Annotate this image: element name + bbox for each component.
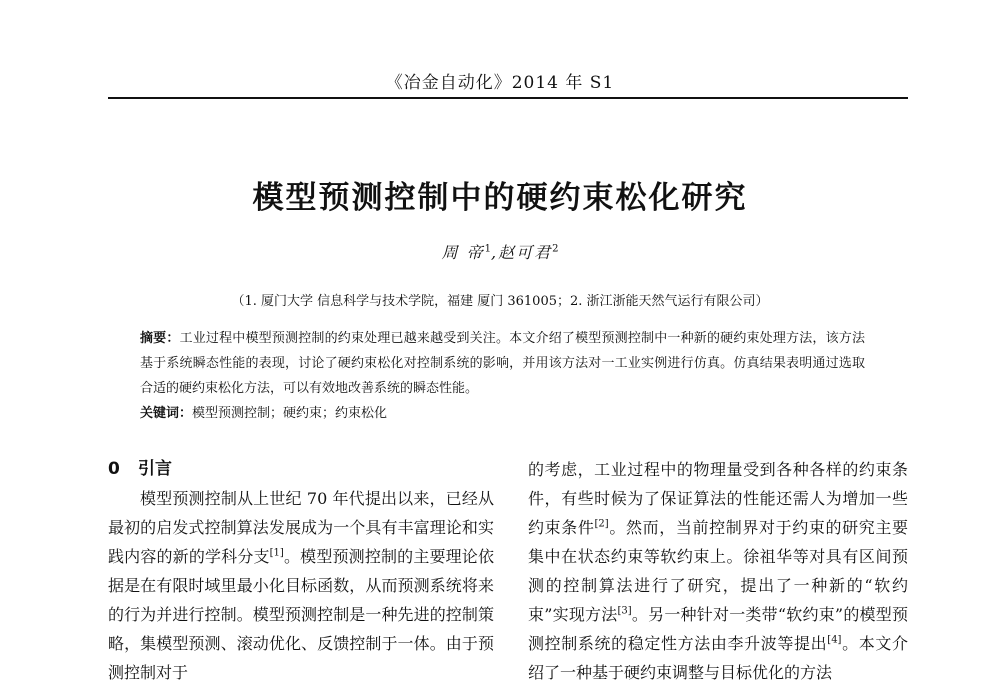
- author-separator: ,: [490, 243, 499, 262]
- body-text: 的考虑，工业过程中的物理量受到各种各样的约束条件，有些时候为了保证算法的性能还需人为增加一些约束条件: [528, 460, 908, 537]
- section-title: 引言: [138, 459, 172, 479]
- abstract-text: 工业过程中模型预测控制的约束处理已越来越受到关注。本文介绍了模型预测控制中一种新的硬约束处理方法，该方法基于系统瞬态性能的表现，讨论了硬约束松化对控制系统的影响，并用该方法对一工业实例进行仿真。仿真结果表明通过选取合适的硬约束松化方法，可以有效地改善系统的瞬态性能。: [140, 331, 865, 396]
- abstract: [140, 326, 865, 401]
- header-rule: [108, 97, 908, 99]
- keywords: [140, 401, 865, 426]
- section-number: 0: [108, 459, 120, 479]
- body-text: 模型预测控制从上世纪 70 年代提出以来，已经从最初的启发式控制算法发展成为一个具有丰富理论和实践内容的新的学科分支: [108, 489, 494, 566]
- body-text: 。模型预测控制的主要理论依据是在有限时域里最小化目标函数，从而预测系统将来的行为并进行控制。模型预测控制是一种先进的控制策略，集模型预测、滚动优化、反馈控制于一体。由于预测控制对于: [108, 547, 494, 682]
- body-text: 。然而，当前控制界对于约束的研究主要集中在状态约束等软约束上。徐祖华等对具有区间预测的控制算法进行了研究，提出了一种新的“软约束”实现方法: [528, 518, 908, 624]
- author-name: 周 帝: [441, 243, 485, 262]
- body-text: 。本文介绍了一种基于硬约束调整与目标优化的方法: [528, 634, 908, 682]
- citation: [3]: [617, 605, 632, 617]
- abstract-label: 摘要：: [140, 331, 180, 346]
- author-superscript: 2: [552, 243, 559, 255]
- paper-title: 模型预测控制中的硬约束松化研究: [252, 180, 748, 216]
- keywords-text: 模型预测控制；硬约束；约束松化: [192, 406, 388, 421]
- section-heading: [108, 455, 494, 484]
- author-line: [0, 240, 1000, 263]
- body-column-left: [108, 455, 494, 687]
- journal-header: 《冶金自动化》2014 年 S1: [385, 73, 615, 93]
- body-column-right: [528, 455, 908, 687]
- body-paragraph: [108, 484, 494, 687]
- author-name: 赵可君: [498, 243, 553, 262]
- author-superscript: 1: [484, 243, 491, 255]
- affiliation: （1. 厦门大学 信息科学与技术学院，福建 厦门 361005；2. 浙江浙能天然气运行有限公司）: [231, 294, 769, 309]
- citation: [1]: [269, 547, 284, 559]
- body-text: 。另一种针对一类带“软约束”的模型预测控制系统的稳定性方法由李升波等提出: [528, 605, 908, 653]
- keywords-label: 关键词：: [140, 406, 193, 421]
- citation: [2]: [594, 518, 609, 530]
- citation: [4]: [827, 634, 842, 646]
- body-paragraph: [528, 455, 908, 687]
